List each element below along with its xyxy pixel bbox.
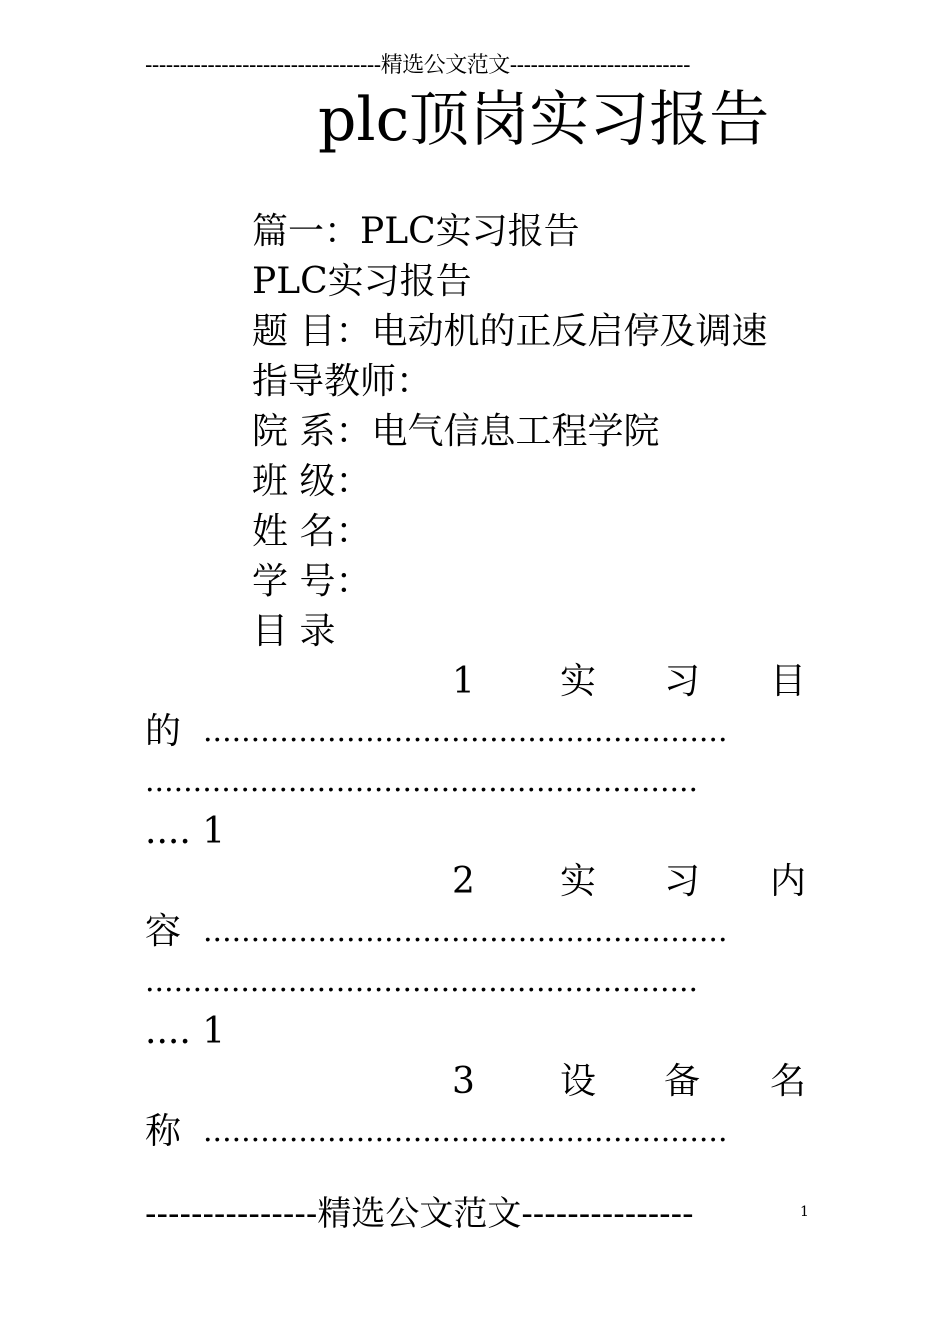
toc-entry-word: 名 <box>770 1061 807 1102</box>
toc-page-ref: .... 1 <box>145 1011 226 1052</box>
toc-entry-word: 习 <box>664 861 701 902</box>
toc-dot-leader: .......................................................... <box>145 764 699 799</box>
toc-dot-leader: ....................................................... <box>203 914 728 949</box>
toc-entry-word: 目 <box>770 661 807 702</box>
toc-entry-number: 3 <box>452 1061 475 1102</box>
toc-entry-number: 1 <box>452 661 475 702</box>
document-title: plc顶岗实习报告 <box>318 85 770 155</box>
toc-dot-leader: .......................................................... <box>145 964 699 999</box>
student-id-line: 学 号： <box>252 561 372 602</box>
toc-entry-lead: 容 <box>145 911 182 952</box>
page-number: 1 <box>800 1204 809 1220</box>
advisor-line: 指导教师： <box>252 361 433 402</box>
toc-entry-word: 设 <box>560 1061 597 1102</box>
toc-entry-word: 备 <box>664 1061 701 1102</box>
page-footer: ---------------精选公文范文--------------- <box>145 1194 694 1234</box>
toc-entry-word: 内 <box>770 861 807 902</box>
toc-entry-word: 实 <box>560 861 597 902</box>
report-subtitle: PLC实习报告 <box>252 261 472 302</box>
toc-entry-word: 习 <box>664 661 701 702</box>
toc-page-ref: .... 1 <box>145 811 226 852</box>
toc-dot-leader: ....................................................... <box>203 1114 728 1149</box>
chapter-heading: 篇一：PLC实习报告 <box>252 211 580 252</box>
toc-dot-leader: ....................................................... <box>203 714 728 749</box>
toc-entry-number: 2 <box>452 861 475 902</box>
page-header: ----------------------------------精选公文范文-------------------------- <box>145 53 691 78</box>
toc-heading: 目 录 <box>252 611 336 652</box>
name-line: 姓 名： <box>252 511 372 552</box>
toc-entry-lead: 称 <box>145 1111 182 1152</box>
toc-entry-lead: 的 <box>145 711 182 752</box>
department-line: 院 系：电气信息工程学院 <box>252 411 660 452</box>
class-line: 班 级： <box>252 461 372 502</box>
topic-line: 题 目：电动机的正反启停及调速 <box>252 311 768 352</box>
toc-entry-word: 实 <box>560 661 597 702</box>
